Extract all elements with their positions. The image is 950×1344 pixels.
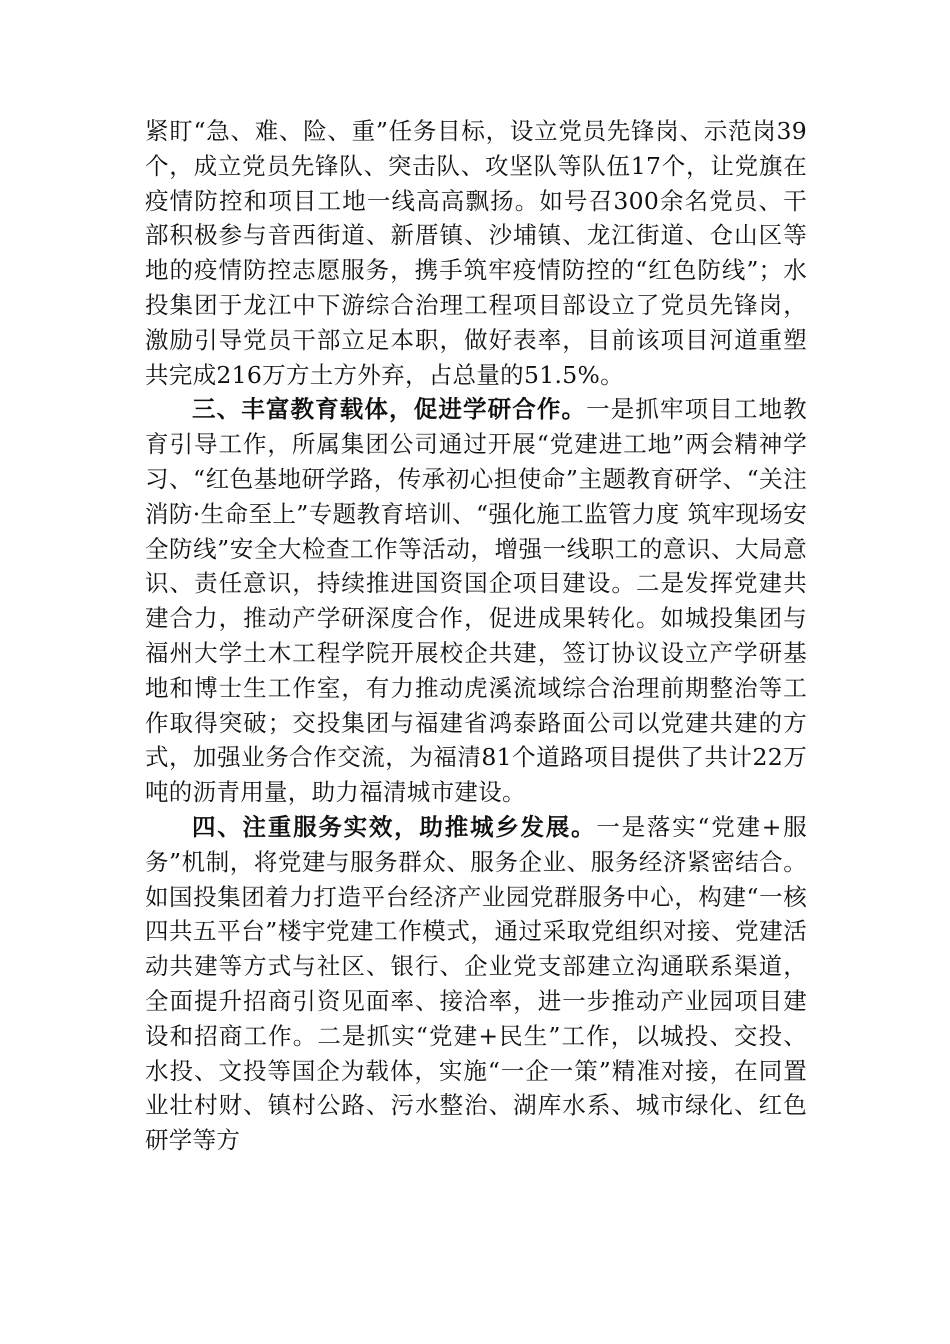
- paragraph-section-3: [145, 392, 807, 810]
- paragraph-body: 一是落实“党建+服务”机制，将党建与服务群众、服务企业、服务经济紧密结合。如国投集团着力打造平台经济产业园党群服务中心，构建“一核四共五平台”楼宇党建工作模式，通过采取党组织对接、党建活动共建等方式与社区、银行、企业党支部建立沟通联系渠道，全面提升招商引资见面率、接洽率，进一步推动产业园项目建设和招商工作。二是抓实“党建+民生”工作，以城投、交投、水投、文投等国企为载体，实施“一企一策”精准对接，在同置业壮村财、镇村公路、污水整治、湖库水系、城市绿化、红色研学等方: [145, 812, 807, 1155]
- section-heading: 三、丰富教育载体，促进学研合作。: [192, 395, 587, 424]
- paragraph-continuation: [145, 114, 807, 392]
- paragraph-section-4: [145, 810, 807, 1158]
- document-page: [145, 114, 807, 1158]
- paragraph-body: 一是抓牢项目工地教育引导工作，所属集团公司通过开展“党建进工地”两会精神学习、“红色基地研学路，传承初心担使命”主题教育研学、“关注消防·生命至上”专题教育培训、“强化施工监管力度 筑牢现场安全防线”安全大检查工作等活动，增强一线职工的意识、大局意识、责任意识，持续推进国资国企项目建设。二是发挥党建共建合力，推动产学研深度合作，促进成果转化。如城投集团与福州大学土木工程学院开展校企共建，签订协议设立产学研基地和博士生工作室，有力推动虎溪流域综合治理前期整治等工作取得突破；交投集团与福建省鸿泰路面公司以党建共建的方式，加强业务合作交流，为福清81个道路项目提供了共计22万吨的沥青用量，助力福清城市建设。: [145, 395, 807, 807]
- paragraph-body: 紧盯“急、难、险、重”任务目标，设立党员先锋岗、示范岗39个，成立党员先锋队、突击队、攻坚队等队伍17个，让党旗在疫情防控和项目工地一线高高飘扬。如号召300余名党员、干部积极参与音西街道、新厝镇、沙埔镇、龙江街道、仓山区等地的疫情防控志愿服务，携手筑牢疫情防控的“红色防线”；水投集团于龙江中下游综合治理工程项目部设立了党员先锋岗，激励引导党员干部立足本职，做好表率，目前该项目河道重塑共完成216万方土方外弃，占总量的51.5%。: [145, 117, 807, 389]
- section-heading: 四、注重服务实效，助推城乡发展。: [192, 812, 597, 841]
